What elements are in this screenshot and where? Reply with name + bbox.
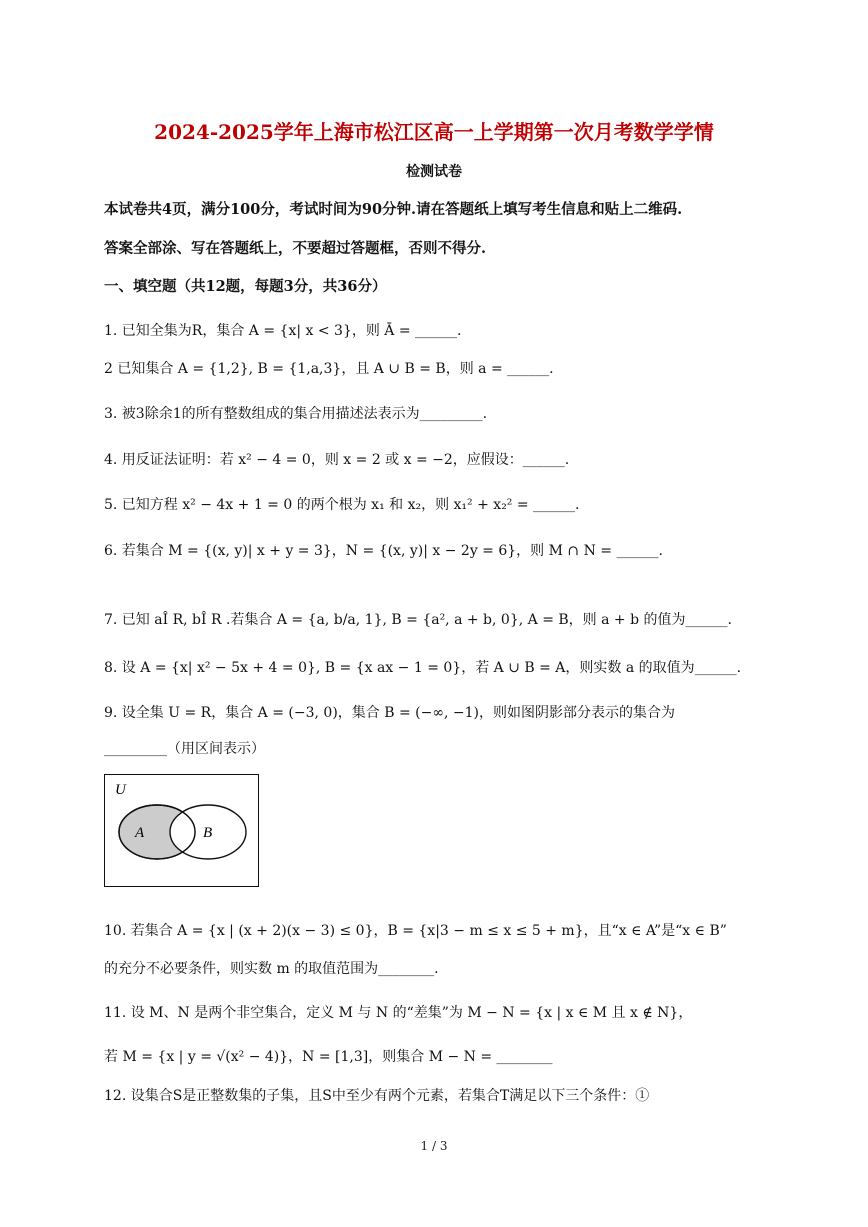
question-4: 4. 用反证法证明：若 x² − 4 = 0，则 x = 2 或 x = −2，应假设：______. xyxy=(104,452,570,468)
set-a-label: A xyxy=(135,825,145,841)
question-9: 9. 设全集 U = R，集合 A = (−3, 0)，集合 B = (−∞, −1)，则如图阴影部分表示的集合为 xyxy=(104,705,676,721)
question-7: 7. 已知 aÎ R, bÎ R .若集合 A = {a, b/a, 1}, B = {a², a + b, 0}, A = B，则 a + b 的值为______. xyxy=(104,612,732,628)
question-2: 2 已知集合 A = {1,2}, B = {1,a,3}，且 A ∪ B = B，则 a = ______. xyxy=(104,361,554,377)
instruction-line-2: 答案全部涂、写在答题纸上，不要超过答题框，否则不得分. xyxy=(104,240,487,257)
page-number: 1 / 3 xyxy=(420,1139,448,1153)
question-6: 6. 若集合 M = {(x, y)| x + y = 3}，N = {(x, y)| x − 2y = 6}，则 M ∩ N = ______. xyxy=(104,543,663,559)
question-11: 11. 设 M、N 是两个非空集合，定义 M 与 N 的“差集”为 M − N = {x | x ∈ M 且 x ∉ N}， xyxy=(104,1005,693,1021)
set-b-label: B xyxy=(203,825,213,841)
question-9-continued: _________（用区间表示） xyxy=(104,741,265,757)
section-heading: 一、填空题（共12题，每题3分，共36分） xyxy=(104,278,387,295)
question-8: 8. 设 A = {x| x² − 5x + 4 = 0}, B = {x ax − 1 = 0}，若 A ∪ B = A，则实数 a 的取值为______. xyxy=(104,660,742,676)
question-3: 3. 被3除余1的所有整数组成的集合用描述法表示为_________. xyxy=(104,406,488,422)
question-12: 12. 设集合S是正整数集的子集，且S中至少有两个元素，若集合T满足以下三个条件：① xyxy=(104,1088,650,1104)
question-5: 5. 已知方程 x² − 4x + 1 = 0 的两个根为 x₁ 和 x₂，则 x₁² + x₂² = ______. xyxy=(104,497,580,513)
question-10: 10. 若集合 A = {x | (x + 2)(x − 3) ≤ 0}，B = {x|3 − m ≤ x ≤ 5 + m}，且“x ∈ A”是“x ∈ B” xyxy=(104,923,727,939)
page-subtitle: 检测试卷 xyxy=(406,164,462,180)
question-1: 1. 已知全集为R，集合 A = {x| x < 3}，则 Ā = ______. xyxy=(104,323,462,339)
venn-diagram-svg xyxy=(105,775,257,885)
venn-diagram xyxy=(104,774,259,887)
question-10-continued: 的充分不必要条件，则实数 m 的取值范围为________. xyxy=(104,961,439,977)
universe-label: U xyxy=(115,782,126,798)
page-title: 2024-2025学年上海市松江区高一上学期第一次月考数学学情 xyxy=(154,120,714,144)
question-11-continued: 若 M = {x | y = √(x² − 4)}，N = [1,3]，则集合 M − N = ________ xyxy=(104,1049,553,1065)
instruction-line-1: 本试卷共4页，满分100分，考试时间为90分钟.请在答题纸上填写考生信息和贴上二维码. xyxy=(104,201,683,218)
